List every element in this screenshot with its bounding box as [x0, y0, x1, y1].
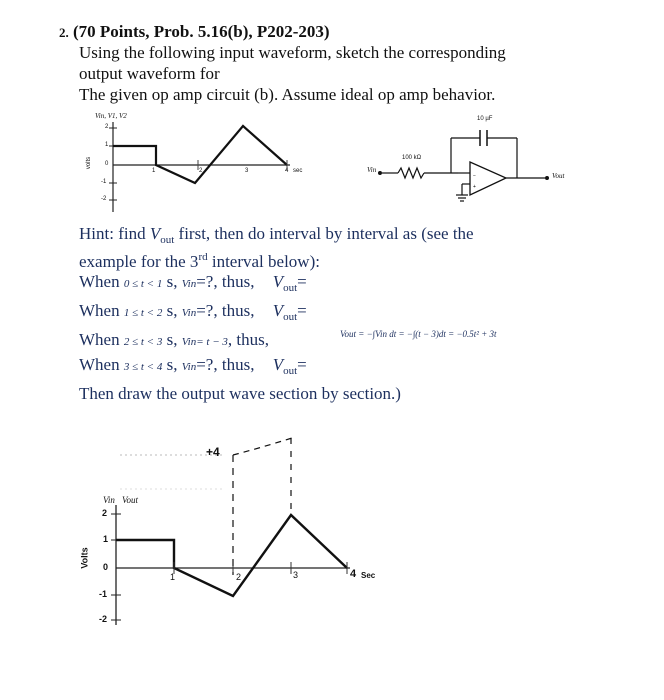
hint-row-1: When 0 ≤ t < 1 s, Vin=?, thus, $V_{out}=$: [79, 272, 307, 294]
hint-row-4: When 3 ≤ t < 4 s, Vin=?, thus, $V_{out}=$: [79, 355, 307, 377]
vout-dash-curve: [233, 438, 292, 455]
svg-text:−: −: [473, 173, 476, 179]
top-ytick-0: 0: [105, 161, 109, 167]
problem-title: (70 Points, Prob. 5.16(b), P202-203): [73, 22, 330, 41]
bottom-legend-vout: Vout: [122, 495, 139, 505]
hint-row-3-formula: Vout = −∫Vin dt = −∫(t − 3)dt = −0.5t² + 3t: [340, 329, 497, 339]
top-xunit: sec: [293, 168, 303, 174]
top-ytick-m2: -2: [101, 196, 107, 202]
problem-line-1: Using the following input waveform, sketch the corresponding: [79, 43, 506, 62]
top-ylabel-side: volts: [86, 156, 93, 170]
top-xtick-1: 1: [152, 168, 156, 174]
hint-line-2: example for the 3rd interval below):: [79, 251, 320, 271]
top-ylabel: Vin, V1, V2: [95, 112, 127, 120]
bottom-xtick-2: 2: [236, 572, 242, 582]
bottom-ylabel: Volts: [79, 547, 90, 569]
bottom-ytick-1: 1: [103, 534, 109, 544]
hint-row-3: When 2 ≤ t < 3 s, Vin= t − 3, thus,: [79, 330, 269, 349]
bottom-ytick-m1: -1: [99, 589, 108, 599]
bottom-ytick-2: 2: [102, 508, 108, 518]
circuit-vout-label: Vout: [552, 172, 565, 180]
top-xtick-4: 4: [285, 168, 289, 174]
bottom-legend-vin: Vin: [103, 495, 115, 505]
bottom-xtick-3: 3: [293, 570, 299, 580]
top-xtick-2: 2: [199, 168, 203, 174]
top-ytick-m1: -1: [101, 179, 107, 185]
bottom-xunit: Sec: [361, 571, 376, 580]
bottom-plus4-label: +4: [206, 445, 220, 459]
problem-line-3: The given op amp circuit (b). Assume ideal op amp behavior.: [79, 85, 496, 104]
top-ytick-1: 1: [105, 142, 109, 148]
bottom-xtick-4: 4: [350, 568, 357, 580]
problem-line-2: output waveform for: [79, 64, 220, 83]
bottom-xtick-1: 1: [170, 572, 176, 582]
hint-row-2: When 1 ≤ t < 2 s, Vin=?, thus, $V_{out}=$: [79, 301, 307, 323]
resistor-label: 100 kΩ: [402, 155, 422, 161]
top-ytick-2: 2: [105, 124, 109, 130]
top-xtick-3: 3: [245, 168, 249, 174]
svg-text:+: +: [473, 184, 476, 190]
bottom-ytick-0: 0: [103, 562, 109, 572]
hint-closing: Then draw the output wave section by section.): [79, 384, 401, 403]
capacitor-label: 10 µF: [477, 116, 493, 122]
bottom-vin-trace: [116, 515, 347, 596]
circuit-vin-label: Vin: [367, 166, 377, 174]
hint-line-1: Hint: find $V_{out}$ first, then do interval by interval as (see the: [79, 224, 474, 246]
problem-number: 2.: [59, 25, 69, 40]
bottom-ytick-m2: -2: [99, 614, 108, 624]
